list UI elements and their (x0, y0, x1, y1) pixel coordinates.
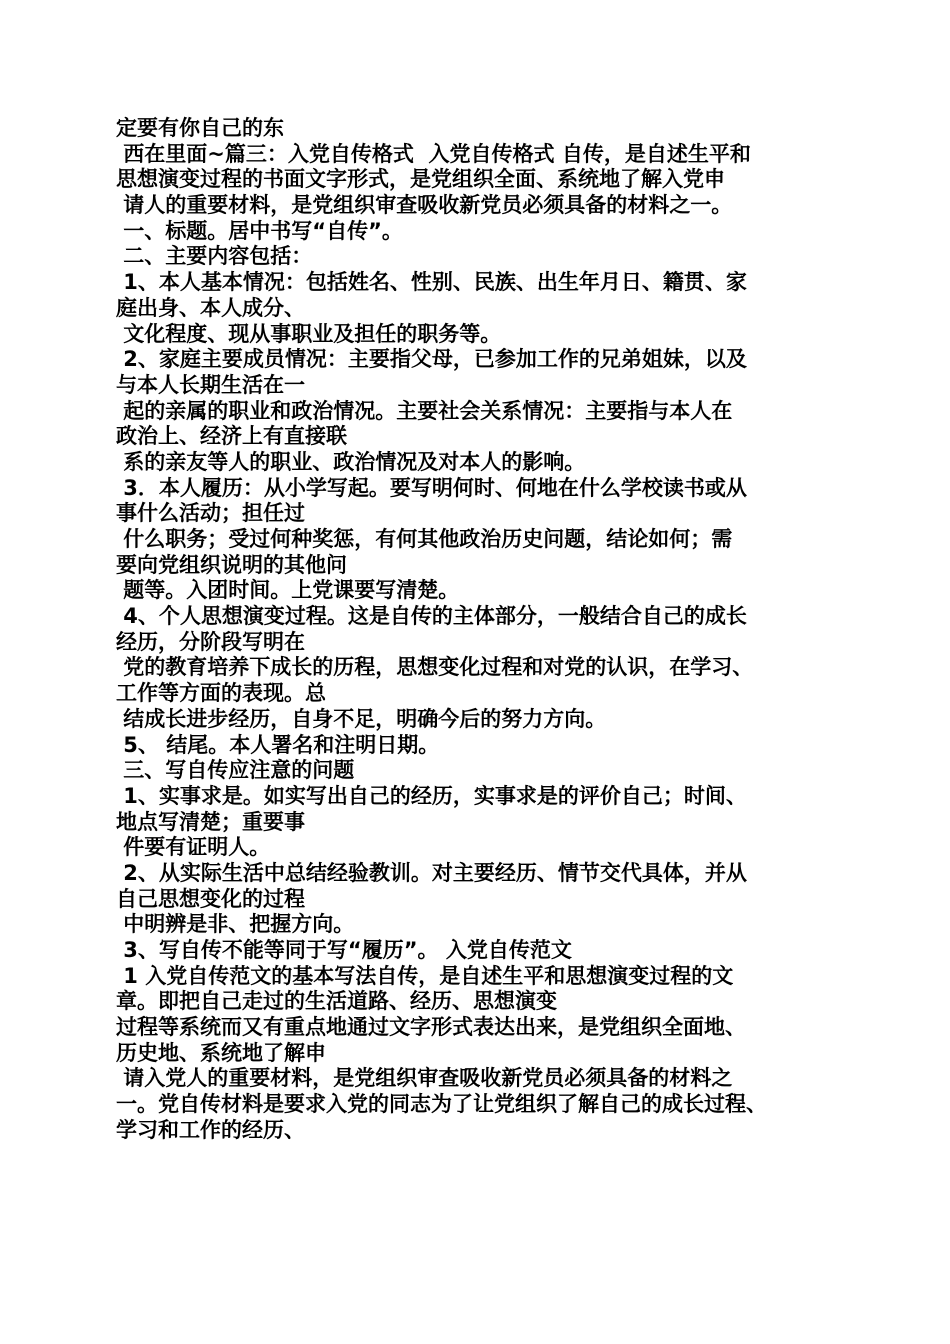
text-line: 与本人长期生活在一 (116, 372, 305, 397)
text-line: 2、家庭主要成员情况：主要指父母，已参加工作的兄弟姐妹，以及 (116, 347, 747, 372)
text-line: 文化程度、现从事职业及担任的职务等。 (116, 321, 502, 346)
text-line: 政治上、经济上有直接联 (116, 424, 347, 449)
text-line: 请人的重要材料，是党组织审查吸收新党员必须具备的材料之一。 (116, 193, 733, 218)
text-line: 5、 结尾。本人署名和注明日期。 (116, 732, 440, 757)
text-line: 题等。入团时间。上党课要写清楚。 (116, 578, 460, 603)
text-line: 请入党人的重要材料，是党组织审查吸收新党员必须具备的材料之 (116, 1066, 733, 1091)
text-line: 庭出身、本人成分、 (116, 295, 305, 320)
text-line: 党的教育培养下成长的历程，思想变化过程和对党的认识，在学习、 (116, 655, 754, 680)
text-line: 自己思想变化的过程 (116, 886, 305, 911)
text-line: 历史地、系统地了解申 (116, 1040, 326, 1065)
text-line: 3、写自传不能等同于写“履历”。 入党自传范文 (116, 938, 572, 962)
text-line: 1 入党自传范文的基本写法自传，是自述生平和思想演变过程的文 (116, 963, 734, 988)
text-line: 一、标题。居中书写“自传”。 (116, 218, 403, 243)
text-line: 件要有证明人。 (116, 835, 271, 860)
text-line: 工作等方面的表现。总 (116, 681, 326, 706)
text-line: 章。即把自己走过的生活道路、经历、思想演变 (116, 989, 557, 1014)
document-body (116, 116, 856, 1144)
text-line: 思想演变过程的书面文字形式，是党组织全面、系统地了解入党申 (116, 167, 725, 192)
text-line: 西在里面~篇三：入党自传格式 入党自传格式 自传，是自述生平和 (116, 141, 751, 166)
text-line: 事什么活动；担任过 (116, 501, 305, 526)
text-line: 过程等系统而又有重点地通过文字形式表达出来，是党组织全面地、 (116, 1015, 746, 1040)
text-line: 经历，分阶段写明在 (116, 629, 305, 654)
text-line: 结成长进步经历，自身不足，明确今后的努力方向。 (116, 706, 607, 731)
text-line: 1、实事求是。如实写出自己的经历，实事求是的评价自己；时间、 (116, 783, 747, 808)
text-line: 2、从实际生活中总结经验教训。对主要经历、情节交代具体，并从 (116, 860, 747, 885)
text-line: 学习和工作的经历、 (116, 1117, 305, 1142)
text-line: 要向党组织说明的其他问 (116, 552, 347, 577)
text-line: 3．本人履历：从小学写起。要写明何时、何地在什么学校读书或从 (116, 475, 747, 500)
text-line: 一。党自传材料是要求入党的同志为了让党组织了解自己的成长过程、 (116, 1092, 767, 1117)
text-line: 二、主要内容包括： (116, 244, 313, 269)
text-line: 三、写自传应注意的问题 (116, 758, 355, 783)
text-line: 系的亲友等人的职业、政治情况及对本人的影响。 (116, 449, 586, 474)
text-line: 地点写清楚；重要事 (116, 809, 305, 834)
text-line: 起的亲属的职业和政治情况。主要社会关系情况：主要指与本人在 (116, 398, 733, 423)
text-line: 1、本人基本情况：包括姓名、性别、民族、出生年月日、籍贯、家 (116, 270, 747, 295)
text-line: 定要有你自己的东 (116, 116, 284, 140)
text-line: 中明辨是非、把握方向。 (116, 912, 355, 937)
text-line: 什么职务；受过何种奖惩，有何其他政治历史问题，结论如何；需 (116, 527, 733, 551)
text-line: 4、个人思想演变过程。这是自传的主体部分，一般结合自己的成长 (116, 604, 747, 629)
